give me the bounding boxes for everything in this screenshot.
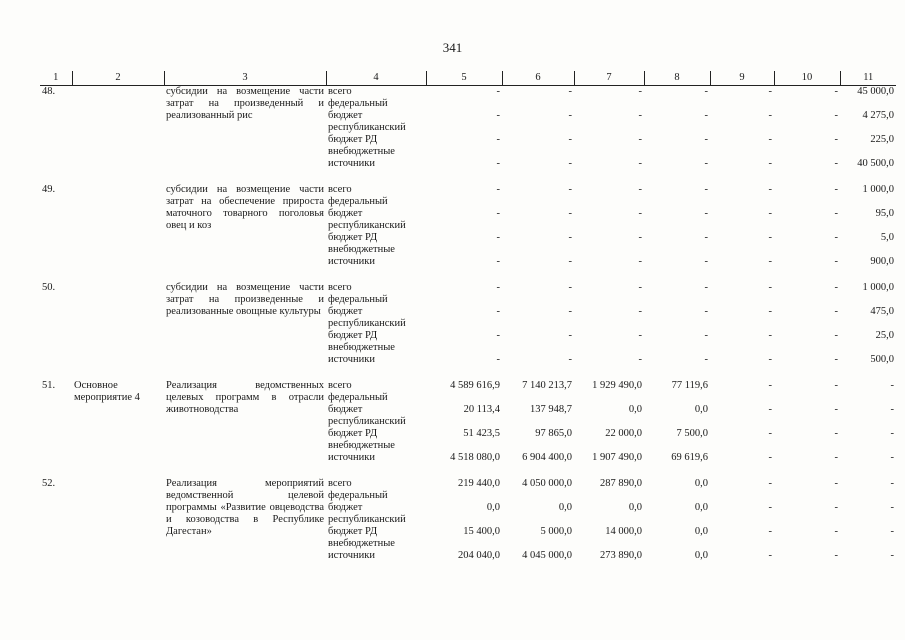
measure-name: [72, 184, 164, 268]
value-cell: 1 000,0: [862, 282, 894, 293]
funding-source: республиканский бюджет РД: [328, 416, 406, 439]
value-cell: 45 000,0: [857, 86, 894, 97]
value-cell: -: [890, 380, 894, 391]
value-cell: 137 948,7: [530, 404, 572, 415]
value-cell: -: [496, 134, 500, 145]
measure-description: субсидии на возмещение части затрат на произведенный и реализованный рис: [166, 86, 324, 121]
value-cell: 204 040,0: [458, 550, 500, 561]
value-cell: 69 619,6: [671, 452, 708, 463]
funding-source: внебюджетные источники: [328, 146, 395, 169]
value-cell: 40 500,0: [857, 158, 894, 169]
column-header: 11: [840, 71, 896, 86]
value-cell: -: [768, 550, 772, 561]
value-cell: -: [496, 208, 500, 219]
value-cell: -: [834, 256, 838, 267]
value-cell: 20 113,4: [463, 404, 500, 415]
table-row: [40, 184, 896, 196]
funding-source: всего: [328, 86, 352, 97]
value-cell: 0,0: [694, 404, 708, 415]
value-cell: -: [568, 208, 572, 219]
block-spacer: [40, 366, 896, 380]
funding-source: всего: [328, 380, 352, 391]
value-cell: -: [890, 502, 894, 513]
value-cell: -: [568, 330, 572, 341]
value-cell: -: [638, 134, 642, 145]
funding-source: республиканский бюджет РД: [328, 514, 406, 537]
funding-source: федеральный бюджет: [328, 392, 388, 415]
measure-name: [72, 86, 164, 171]
value-cell: -: [834, 380, 838, 391]
value-cell: -: [638, 232, 642, 243]
value-cell: 95,0: [875, 208, 894, 219]
value-cell: -: [768, 526, 772, 537]
value-cell: -: [890, 526, 894, 537]
value-cell: -: [834, 354, 838, 365]
value-cell: -: [834, 428, 838, 439]
measure-name: Основное мероприятие 4: [74, 380, 140, 403]
value-cell: -: [704, 86, 708, 97]
spacer-cell: [40, 170, 896, 184]
value-cell: -: [768, 502, 772, 513]
funding-source: всего: [328, 478, 352, 489]
value-cell: 0,0: [694, 526, 708, 537]
value-cell: -: [768, 354, 772, 365]
budget-table: [40, 71, 896, 562]
value-cell: -: [496, 256, 500, 267]
value-cell: -: [834, 526, 838, 537]
value-cell: 0,0: [694, 478, 708, 489]
block-spacer: [40, 170, 896, 184]
value-cell: 5 000,0: [540, 526, 572, 537]
value-cell: 287 890,0: [600, 478, 642, 489]
value-cell: -: [568, 110, 572, 121]
page-number: 341: [442, 40, 463, 55]
funding-source: федеральный бюджет: [328, 196, 388, 219]
value-cell: -: [638, 184, 642, 195]
value-cell: -: [834, 134, 838, 145]
row-number: 49.: [42, 184, 56, 195]
value-cell: -: [768, 306, 772, 317]
value-cell: -: [704, 208, 708, 219]
value-cell: -: [568, 158, 572, 169]
value-cell: -: [704, 282, 708, 293]
column-header: 10: [774, 71, 840, 86]
value-cell: -: [568, 86, 572, 97]
spacer-cell: [40, 268, 896, 282]
value-cell: -: [496, 110, 500, 121]
value-cell: -: [890, 452, 894, 463]
value-cell: 0,0: [694, 550, 708, 561]
value-cell: -: [496, 306, 500, 317]
value-cell: -: [768, 380, 772, 391]
spacer-cell: [40, 366, 896, 380]
value-cell: 4 275,0: [862, 110, 894, 121]
value-cell: 0,0: [486, 502, 500, 513]
value-cell: 4 050 000,0: [522, 478, 572, 489]
value-cell: -: [768, 330, 772, 341]
table-row: [40, 86, 896, 99]
value-cell: -: [568, 134, 572, 145]
value-cell: -: [638, 306, 642, 317]
value-cell: 0,0: [558, 502, 572, 513]
value-cell: 14 000,0: [605, 526, 642, 537]
value-cell: -: [638, 158, 642, 169]
value-cell: -: [834, 158, 838, 169]
value-cell: 7 140 213,7: [522, 380, 572, 391]
funding-source: республиканский бюджет РД: [328, 122, 406, 145]
value-cell: -: [890, 428, 894, 439]
measure-description: субсидии на возмещение части затрат на произведенные и реализованные овощные культуры: [166, 282, 324, 317]
value-cell: 0,0: [628, 502, 642, 513]
table-row: [40, 282, 896, 294]
value-cell: 7 500,0: [676, 428, 708, 439]
value-cell: -: [768, 86, 772, 97]
value-cell: -: [834, 404, 838, 415]
column-header: 9: [710, 71, 774, 86]
column-header: 3: [164, 71, 326, 86]
value-cell: 475,0: [870, 306, 894, 317]
funding-source: федеральный бюджет: [328, 294, 388, 317]
value-cell: -: [704, 110, 708, 121]
value-cell: -: [496, 158, 500, 169]
value-cell: -: [890, 550, 894, 561]
value-cell: -: [768, 134, 772, 145]
value-cell: -: [834, 478, 838, 489]
row-number: 50.: [42, 282, 56, 293]
value-cell: -: [568, 256, 572, 267]
value-cell: -: [768, 282, 772, 293]
row-number: 52.: [42, 478, 56, 489]
value-cell: 900,0: [870, 256, 894, 267]
column-header: 5: [426, 71, 502, 86]
value-cell: -: [768, 184, 772, 195]
value-cell: -: [568, 354, 572, 365]
value-cell: -: [834, 208, 838, 219]
row-number: 51.: [42, 380, 56, 391]
value-cell: -: [834, 306, 838, 317]
value-cell: 1 929 490,0: [592, 380, 642, 391]
value-cell: -: [704, 232, 708, 243]
value-cell: -: [704, 184, 708, 195]
value-cell: -: [638, 208, 642, 219]
value-cell: -: [768, 158, 772, 169]
table-body: [40, 86, 896, 563]
value-cell: -: [704, 354, 708, 365]
value-cell: -: [638, 282, 642, 293]
value-cell: -: [768, 452, 772, 463]
value-cell: -: [834, 330, 838, 341]
column-header: 2: [72, 71, 164, 86]
value-cell: -: [704, 158, 708, 169]
value-cell: -: [638, 256, 642, 267]
value-cell: 1 907 490,0: [592, 452, 642, 463]
value-cell: 0,0: [628, 404, 642, 415]
column-header: 7: [574, 71, 644, 86]
measure-name: [72, 282, 164, 366]
value-cell: -: [834, 550, 838, 561]
value-cell: -: [704, 134, 708, 145]
column-header: 4: [326, 71, 426, 86]
value-cell: -: [568, 306, 572, 317]
value-cell: 225,0: [870, 134, 894, 145]
funding-source: всего: [328, 282, 352, 293]
value-cell: -: [768, 110, 772, 121]
value-cell: 0,0: [694, 502, 708, 513]
measure-name: [72, 478, 164, 562]
value-cell: 97 865,0: [535, 428, 572, 439]
value-cell: -: [834, 86, 838, 97]
value-cell: -: [890, 404, 894, 415]
funding-source: внебюджетные источники: [328, 538, 395, 561]
value-cell: 25,0: [875, 330, 894, 341]
row-number: 48.: [42, 86, 56, 97]
measure-description: Реализация мероприятий ведомственной целевой программы «Развитие овцеводства и козоводства в Республике Дагестан»: [166, 478, 324, 537]
value-cell: 4 518 080,0: [450, 452, 500, 463]
spacer-cell: [40, 464, 896, 478]
funding-source: внебюджетные источники: [328, 440, 395, 463]
value-cell: 22 000,0: [605, 428, 642, 439]
block-spacer: [40, 268, 896, 282]
value-cell: 77 119,6: [671, 380, 708, 391]
value-cell: -: [568, 184, 572, 195]
value-cell: -: [834, 232, 838, 243]
value-cell: -: [768, 208, 772, 219]
measure-description: Реализация ведомственных целевых программ в отрасли животноводства: [166, 380, 324, 415]
funding-source: федеральный бюджет: [328, 98, 388, 121]
value-cell: -: [496, 354, 500, 365]
value-cell: -: [568, 282, 572, 293]
value-cell: -: [768, 428, 772, 439]
value-cell: -: [496, 282, 500, 293]
value-cell: -: [638, 110, 642, 121]
value-cell: -: [568, 232, 572, 243]
measure-description: субсидии на возмещение части затрат на обеспечение прироста маточного товарного поголовья овец и коз: [166, 184, 324, 231]
value-cell: -: [704, 330, 708, 341]
table-row: [40, 380, 896, 392]
value-cell: 51 423,5: [463, 428, 500, 439]
value-cell: -: [768, 404, 772, 415]
value-cell: 1 000,0: [862, 184, 894, 195]
value-cell: -: [704, 256, 708, 267]
funding-source: внебюджетные источники: [328, 342, 395, 365]
value-cell: -: [834, 282, 838, 293]
value-cell: -: [834, 452, 838, 463]
block-spacer: [40, 464, 896, 478]
value-cell: -: [834, 110, 838, 121]
column-header: 6: [502, 71, 574, 86]
column-header: 8: [644, 71, 710, 86]
value-cell: -: [496, 330, 500, 341]
value-cell: -: [638, 330, 642, 341]
funding-source: республиканский бюджет РД: [328, 318, 406, 341]
value-cell: -: [834, 502, 838, 513]
value-cell: -: [834, 184, 838, 195]
value-cell: -: [496, 232, 500, 243]
value-cell: -: [496, 184, 500, 195]
value-cell: 500,0: [870, 354, 894, 365]
value-cell: 15 400,0: [463, 526, 500, 537]
value-cell: -: [768, 256, 772, 267]
value-cell: 273 890,0: [600, 550, 642, 561]
value-cell: -: [496, 86, 500, 97]
value-cell: 5,0: [880, 232, 894, 243]
value-cell: 219 440,0: [458, 478, 500, 489]
value-cell: -: [768, 478, 772, 489]
funding-source: внебюджетные источники: [328, 244, 395, 267]
column-header-row: [40, 71, 896, 86]
value-cell: -: [890, 478, 894, 489]
value-cell: 4 589 616,9: [450, 380, 500, 391]
value-cell: -: [768, 232, 772, 243]
column-header: 1: [40, 71, 72, 86]
value-cell: -: [638, 354, 642, 365]
table-row: [40, 478, 896, 490]
funding-source: республиканский бюджет РД: [328, 220, 406, 243]
value-cell: 6 904 400,0: [522, 452, 572, 463]
funding-source: федеральный бюджет: [328, 490, 388, 513]
funding-source: всего: [328, 184, 352, 195]
value-cell: -: [704, 306, 708, 317]
value-cell: -: [638, 86, 642, 97]
value-cell: 4 045 000,0: [522, 550, 572, 561]
